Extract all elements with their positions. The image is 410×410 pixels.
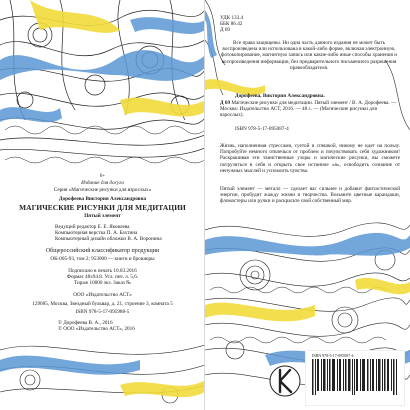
credit-line: Ведущий редактор Е. Е. Яковлева [55, 224, 130, 230]
isbn-left: ISBN 978-5-17-095988-5 [75, 309, 130, 315]
udc-code: УДК 133.4 [220, 15, 244, 21]
description-paragraph-2: Пятый элемент — металл — сделает вас сильнее и добавит фантастической энергии, пробудит жажду жизни и творчества. Возьмите цветные карандаши, фломастеры или ручки и раскрасьте свой собственный мир. [220, 186, 400, 205]
print-line: Формат 48х94.8. Усл. печ. л. 5,6. [66, 274, 139, 281]
print-line: Подписано в печать 10.03.2016 [68, 268, 137, 274]
catalog-code: Д 69 [220, 100, 231, 106]
description-paragraph-1: Жизнь, наполненная стрессами, суетой и спешкой, никому не идет на пользу. Попробуйте немного отвлечься от проблем и почувствовать себя художником! Раскрашивая эти таинственные узоры и магические рисунки, вы сможете погрузиться в себя и открыть свое истинное «я», освободить сознание от ненужных мыслей и успокоить чувства. [220, 143, 400, 174]
credit-line: Компьютерная верстка П. А. Бахтина [55, 230, 138, 237]
print-line: Тираж 10000 экз. Заказ № [73, 280, 132, 287]
catalog-author: Дорофеева, Виктория Александровна. [235, 93, 325, 99]
copyright-line: © ООО «Издательство АСТ», 2016 [58, 326, 135, 333]
publisher-name: ООО «Издательство АСТ» [73, 292, 132, 298]
series-name: Серия «Магические рисунки для взрослых» [53, 187, 152, 193]
catalog-entry-block [220, 100, 400, 119]
age-rating: 6+ [99, 173, 106, 179]
barcode-icon [312, 359, 400, 399]
barcode-caption: ISBN 978-5-17-095087-4 [312, 353, 354, 358]
credits-block [55, 224, 205, 243]
book-subtitle: Пятый элемент [84, 213, 121, 219]
classifier-title: Общероссийский классификатор продукции [45, 248, 160, 254]
catalog-isbn: ISBN 978-5-17-095087-4 [235, 126, 289, 132]
publisher-address: 129085, Москва, Звездный бульвар, д. 21, строение 3, комната 5 [32, 301, 173, 307]
publisher-logo-icon [268, 361, 302, 401]
right-page [205, 0, 410, 410]
author-mark: Д 69 [220, 27, 231, 33]
bbc-code: ББК 86.42 [220, 21, 243, 27]
author-name: Дорофеева Виктория Александровна [58, 196, 147, 202]
classifier-code: ОК-005-93, том 2; 953000 — книги и брошюры [50, 256, 155, 262]
rights-notice: Все права защищены. Ни одна часть данного издания не может быть воспроизведена или использована в какой-либо форме, включая электронную, фотокопирование, магнитную запись или какие-либо иные способы хранения и воспроизведения информации, без предварительного письменного разрешения правообладателя. [221, 40, 397, 71]
copyright-line: © Дорофеева В. А., 2016 [58, 320, 113, 326]
series-note: Издание для досуга [81, 180, 124, 186]
catalog-entry: Магические рисунки для медитации. Пятый элемент / В. А. Дорофеева. — Москва: Издательство АСТ, 2016. — 48 с. — (Магические рисунки для взрослых). [220, 100, 397, 119]
print-info [0, 268, 205, 287]
classification-codes [220, 15, 243, 33]
barcode-box [305, 350, 405, 406]
credit-line: Компьютерный дизайн обложки В. А. Воронина [55, 236, 162, 243]
copyright-block [58, 320, 205, 332]
book-title: МАГИЧЕСКИЕ РИСУНКИ ДЛЯ МЕДИТАЦИИ [19, 203, 186, 212]
